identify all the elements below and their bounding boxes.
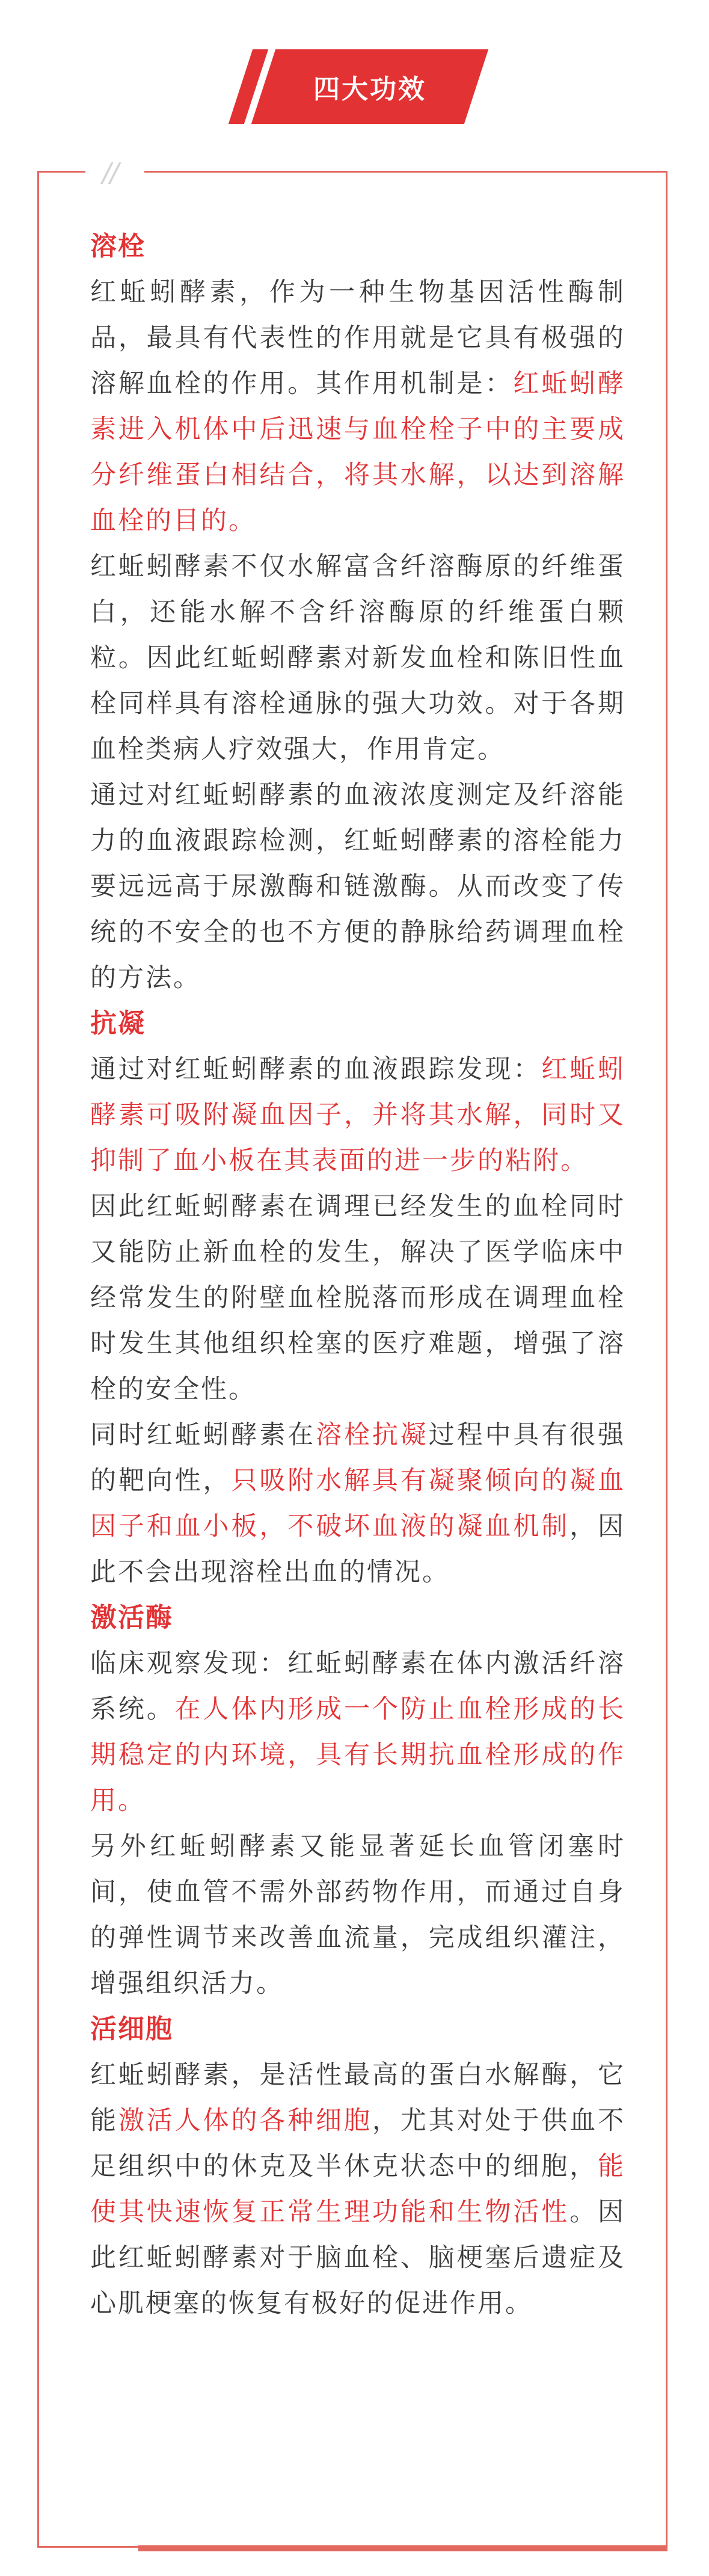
section-paragraph xyxy=(90,2052,625,2326)
body-text: 因此红蚯蚓酵素在调理已经发生的血栓同时又能防止新血栓的发生，解决了医学临床中经常发生的附壁血栓脱落而形成在调理血栓时发生其他组织栓塞的医疗难题，增强了溶栓的安全性。 xyxy=(90,1191,625,1404)
banner-title: 四大功效 xyxy=(313,74,426,105)
section-heading: 溶栓 xyxy=(90,231,146,262)
section-paragraph xyxy=(90,1047,625,1184)
body-text: 同时红蚯蚓酵素在 xyxy=(90,1420,316,1450)
banner xyxy=(0,0,709,180)
highlighted-text: 红蚯蚓酵素进入机体中后迅速与血栓栓子中的主要成分纤维蛋白相结合，将其水解，以达到溶解血栓的目的。 xyxy=(90,369,626,536)
body-text: 红蚯蚓酵素不仅水解富含纤溶酶原的纤维蛋白，还能水解不含纤溶酶原的纤维蛋白颗粒。因此红蚯蚓酵素对新发血栓和陈旧性血栓同样具有溶栓通脉的强大功效。对于各期血栓类病人疗效强大，作用肯定。 xyxy=(90,552,625,764)
body-text: 过程中具有很强的靶向性， xyxy=(90,1420,626,1496)
section-paragraph xyxy=(90,1184,625,1412)
highlighted-text: 溶栓抗凝 xyxy=(316,1420,429,1450)
section-paragraph xyxy=(90,1412,625,1595)
body-text: 通过对红蚯蚓酵素的血液跟踪发现： xyxy=(90,1054,542,1084)
body-text: 另外红蚯蚓酵素又能显著延长血管闭塞时间，使血管不需外部药物作用，而通过自身的弹性调节来改善血流量，完成组织灌注，增强组织活力。 xyxy=(90,1831,625,1999)
body-text: ，因此不会出现溶栓出血的情况。 xyxy=(90,1511,626,1587)
section-heading: 激活酶 xyxy=(90,1602,173,1633)
section-paragraph xyxy=(90,1641,625,1824)
highlighted-text: 在人体内形成一个防止血栓形成的长期稳定的内环境，具有长期抗血栓形成的作用。 xyxy=(90,1694,626,1816)
body-text: 临床观察发现：红蚯蚓酵素在体内激活纤溶系统。 xyxy=(90,1649,625,1724)
section-paragraph xyxy=(90,544,625,772)
section-paragraph xyxy=(90,269,625,544)
highlighted-text: 能使其快速恢复正常生理功能和生物活性 xyxy=(90,2151,625,2227)
section-heading: 抗凝 xyxy=(90,1008,146,1039)
frame-top-left-segment xyxy=(37,171,85,173)
body-text: 红蚯蚓酵素，作为一种生物基因活性酶制品，最具有代表性的作用就是它具有极强的溶解血栓的作用。其作用机制是： xyxy=(90,277,625,399)
body-text: 通过对红蚯蚓酵素的血液浓度测定及纤溶能力的血液跟踪检测，红蚯蚓酵素的溶栓能力要远远高于尿激酶和链激酶。从而改变了传统的不安全的也不方便的静脉给药调理血栓的方法。 xyxy=(90,780,625,993)
slash-decoration: // xyxy=(102,158,118,188)
highlighted-text: 只吸附水解具有凝聚倾向的凝血因子和血小板，不破坏血液的凝血机制 xyxy=(90,1466,626,1542)
frame-top-right-segment xyxy=(144,171,668,173)
highlighted-text: 红蚯蚓酵素可吸附凝血因子，并将其水解，同时又抑制了血小板在其表面的进一步的粘附。 xyxy=(90,1054,626,1176)
highlighted-text: 激活人体的各种细胞 xyxy=(118,2106,372,2136)
bottom-accent-bar xyxy=(138,2545,668,2551)
body-text: 红蚯蚓酵素，是活性最高的蛋白水解酶，它能 xyxy=(90,2060,625,2136)
body-text: 。因此红蚯蚓酵素对于脑血栓、脑梗塞后遗症及心肌梗塞的恢复有极好的促进作用。 xyxy=(90,2197,626,2319)
section-heading: 活细胞 xyxy=(90,2014,173,2044)
article-body xyxy=(90,224,625,2326)
body-text: ，尤其对处于供血不足组织中的休克及半休克状态中的细胞， xyxy=(90,2106,626,2181)
section-paragraph xyxy=(90,772,625,1001)
section-paragraph xyxy=(90,1824,625,2006)
